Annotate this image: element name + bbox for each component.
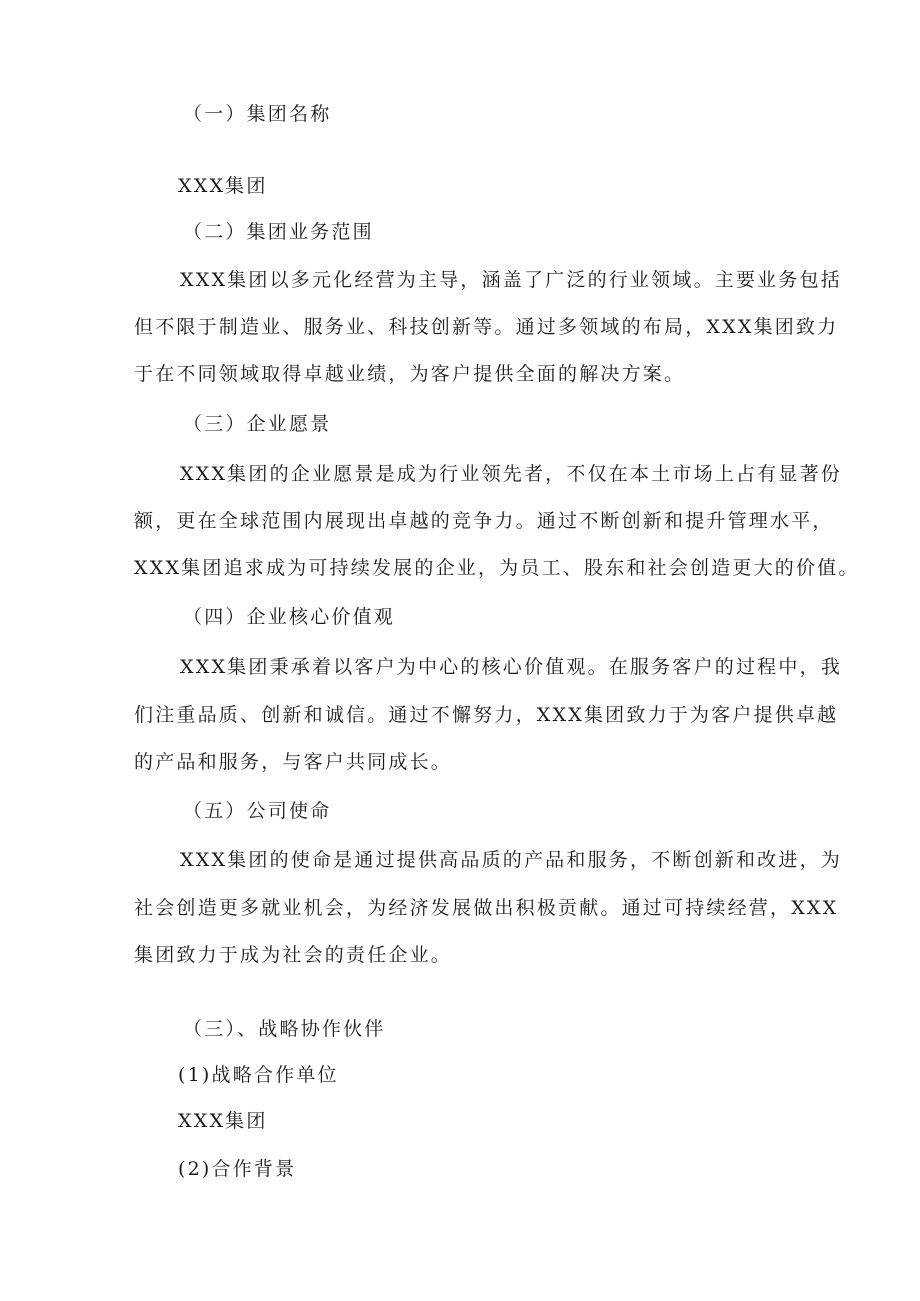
section-heading-mission: （五）公司使命 [183,800,332,822]
vision-paragraph-line-2: 额，更在全球范围内展现出卓越的竞争力。通过不断创新和提升管理水平， [134,510,834,532]
mission-paragraph-line-2: 社会创造更多就业机会，为经济发展做出积极贡献。通过可持续经营，XXX [134,897,839,919]
vision-paragraph-line-1: XXX集团的企业愿景是成为行业领先者，不仅在本土市场上占有显著份 [180,463,842,485]
section-heading-group-name: （一）集团名称 [183,103,332,125]
mission-paragraph-line-1: XXX集团的使命是通过提供高品质的产品和服务，不断创新和改进，为 [180,849,842,871]
core-values-paragraph-line-2: 们注重品质、创新和诚信。通过不懈努力，XXX集团致力于为客户提供卓越 [134,704,839,726]
partners-item-cooperation-unit: (1)战略合作单位 [178,1064,339,1086]
group-name-value: XXX集团 [178,175,268,197]
mission-paragraph-line-3: 集团致力于成为社会的责任企业。 [134,944,453,966]
section-heading-core-values: （四）企业核心价值观 [183,606,396,628]
core-values-paragraph-line-3: 的产品和服务，与客户共同成长。 [134,751,453,773]
business-scope-paragraph-line-1: XXX集团以多元化经营为主导，涵盖了广泛的行业领域。主要业务包括 [180,269,842,291]
partners-item-group-name: XXX集团 [178,1110,268,1132]
business-scope-paragraph-line-3: 于在不同领域取得卓越业绩，为客户提供全面的解决方案。 [134,363,686,385]
core-values-paragraph-line-1: XXX集团秉承着以客户为中心的核心价值观。在服务客户的过程中，我 [180,656,842,678]
section-heading-strategic-partners: （三）、战略协作伙伴 [183,1018,386,1040]
business-scope-paragraph-line-2: 但不限于制造业、服务业、科技创新等。通过多领域的布局，XXX集团致力 [134,316,839,338]
vision-paragraph-line-3: XXX集团追求成为可持续发展的企业，为员工、股东和社会创造更大的价值。 [134,557,860,579]
section-heading-vision: （三）企业愿景 [183,413,332,435]
section-heading-business-scope: （二）集团业务范围 [183,221,374,243]
partners-item-cooperation-background: (2)合作背景 [178,1158,297,1180]
